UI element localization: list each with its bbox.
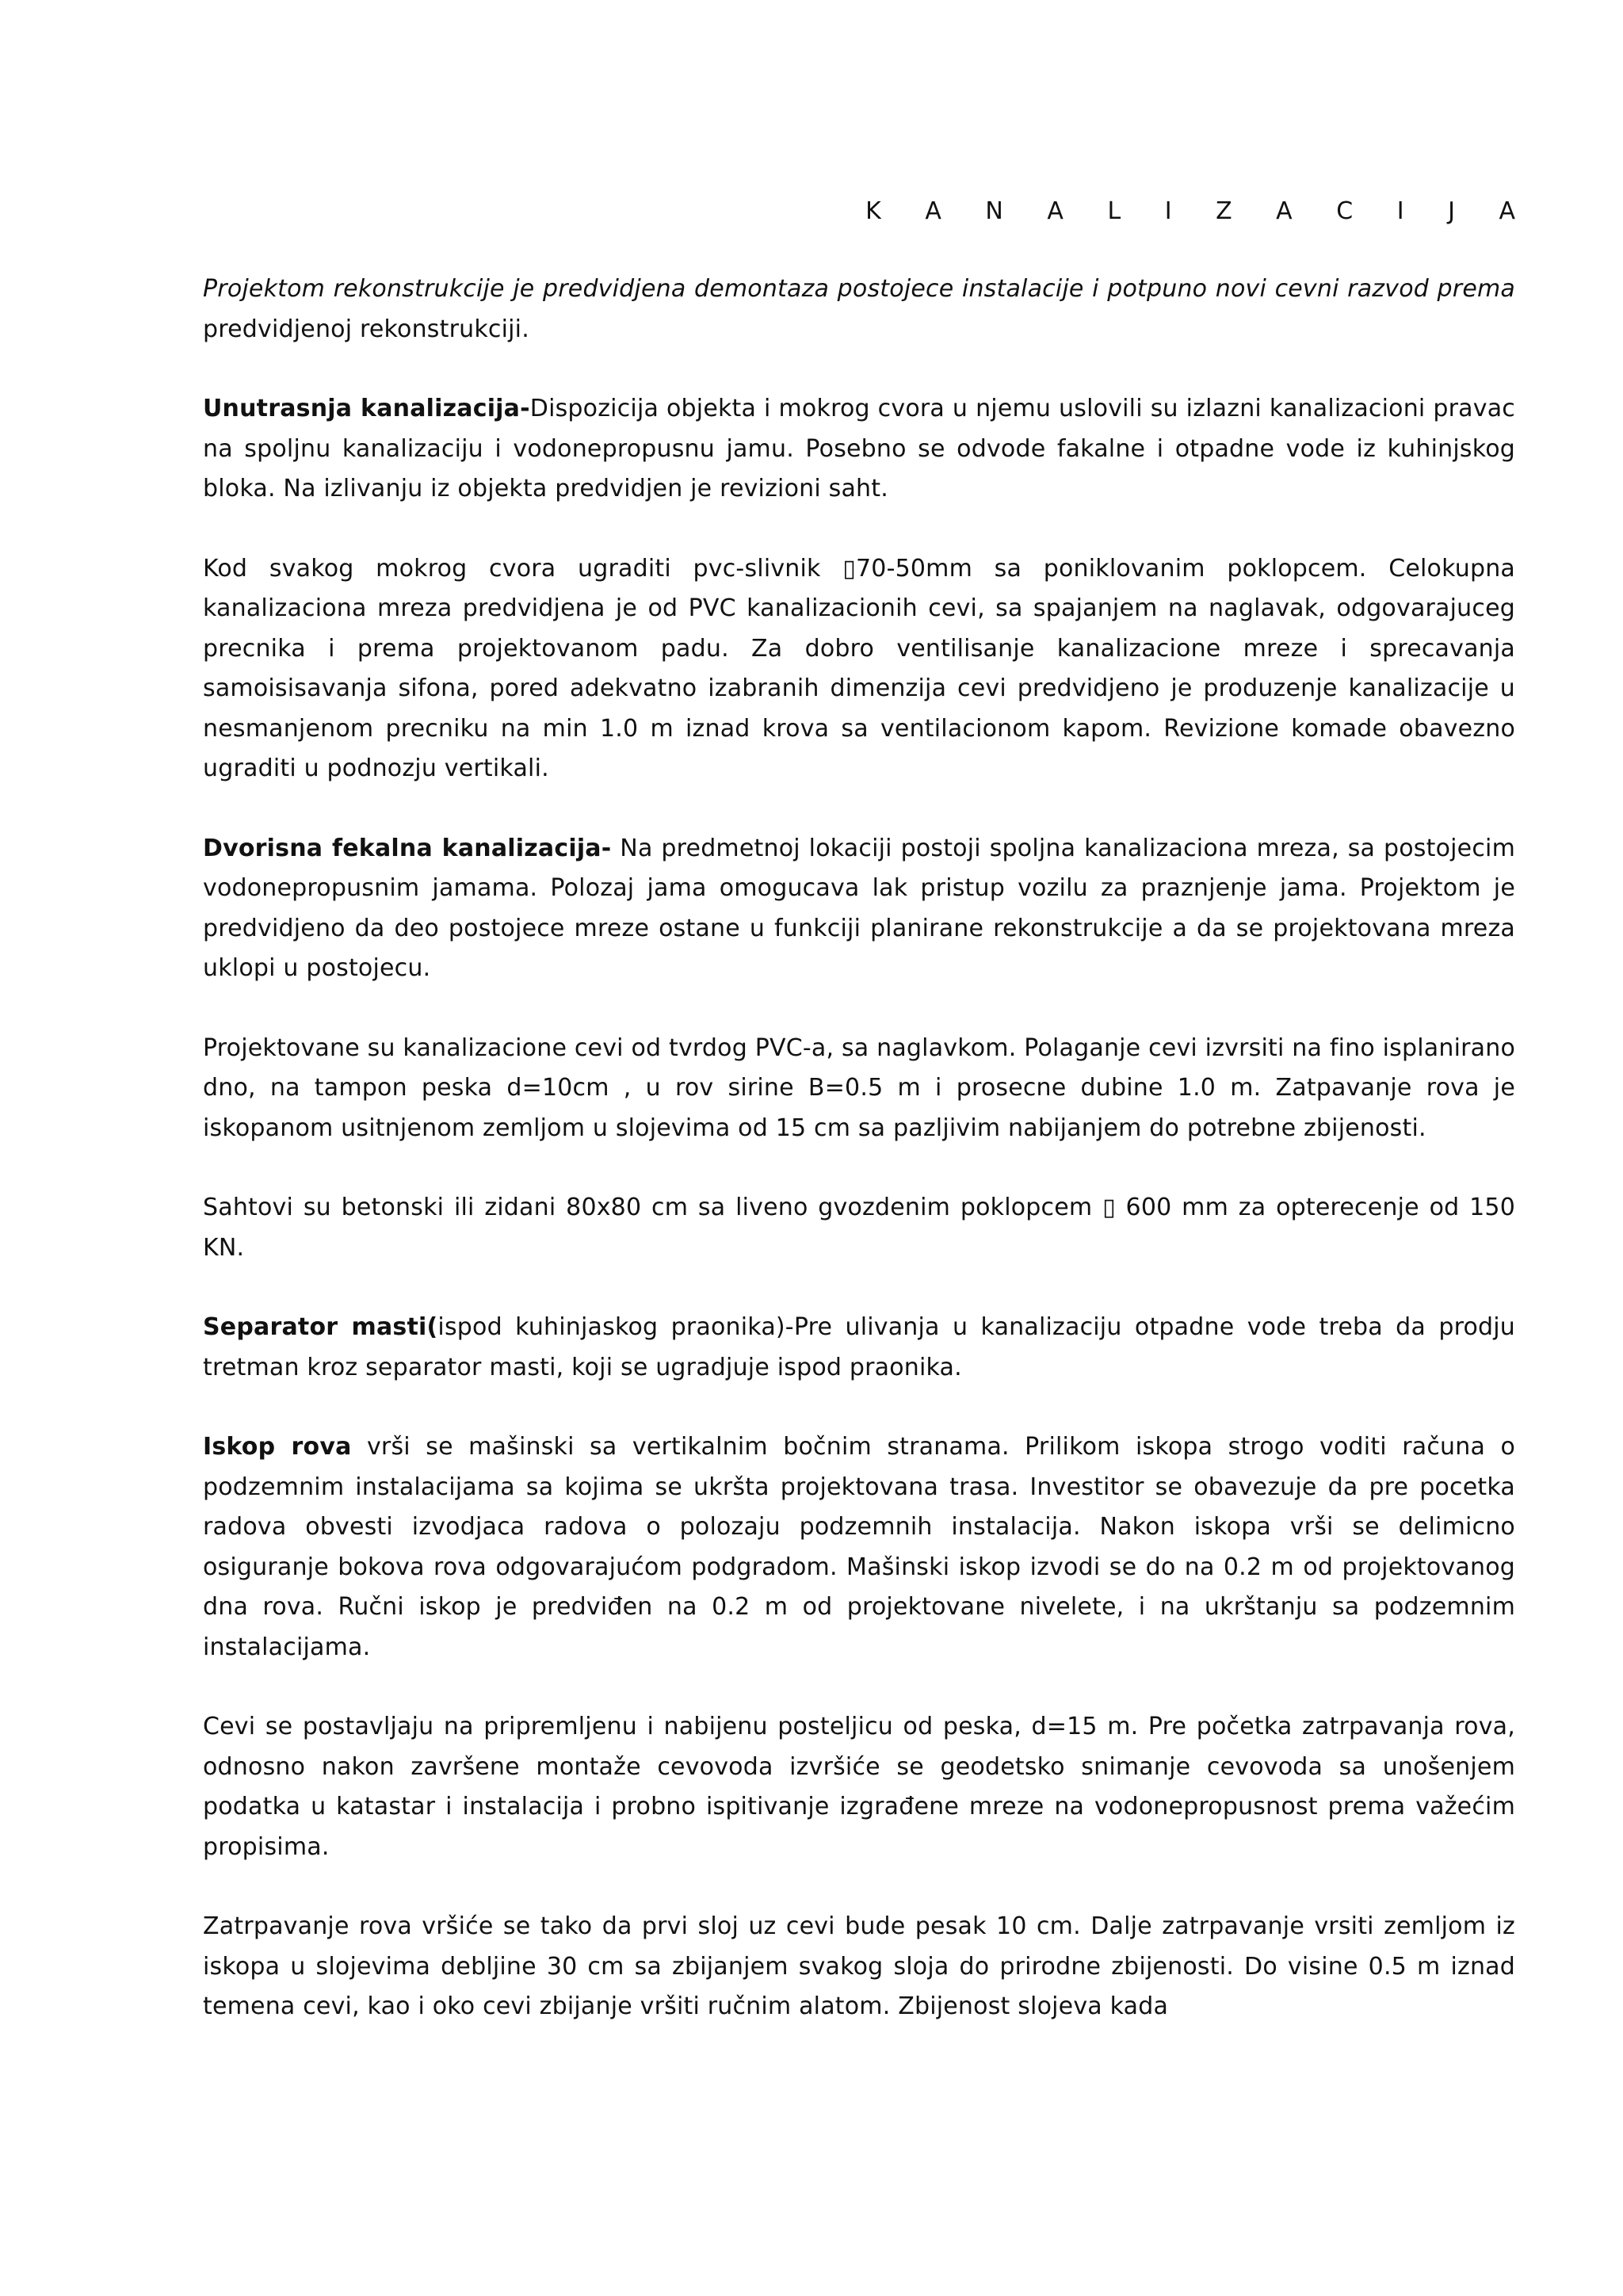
trench-excavation-paragraph: [203, 1427, 1515, 1668]
spacer: [203, 1268, 1515, 1308]
spacer: [203, 989, 1515, 1029]
spacer: [203, 1668, 1515, 1707]
pipes-paragraph: Projektovane su kanalizacione cevi od tvrdog PVC-a, sa naglavkom. Polaganje cevi izvrsiti na fino isplanirano dno, na tampon peska d=10cm , u rov sirine B=0.5 m i prosecne dubine 1.0 m. Zatpavanje rova je iskopanom usitnjenom zemljom u slojevima od 15 cm sa pazljivim nabijanjem do potrebne zbijenosti.: [203, 1033, 1515, 1142]
trench-excavation-heading: Iskop rova: [203, 1433, 352, 1461]
floor-drain-paragraph: Kod svakog mokrog cvora ugraditi pvc-slivnik ▯70-50mm sa poniklovanim poklopcem. Celokupna kanalizaciona mreza predvidjena je od PVC kanalizacionih cevi, sa spajanjem na naglavak, odgovarajuceg precnika i prema projektovanom padu. Za dobro ventilisanje kanalizacione mreze i sprecavanja samoisisavanja sifona, pored adekvatno izabranih dimenzija cevi predvidjeno je produzenje kanalizacije u nesmanjenom precniku na min 1.0 m iznad krova sa ventilacionom kapom. Revizione komade obavezno ugraditi u podnozju vertikali.: [203, 554, 1515, 782]
spacer: [203, 510, 1515, 549]
document-body: [203, 189, 1533, 2027]
internal-sewer-heading: Unutrasnja kanalizacija-: [203, 395, 530, 422]
spacer: [203, 235, 1515, 269]
grease-separator-paragraph: [203, 1308, 1515, 1388]
yard-sewer-heading: Dvorisna fekalna kanalizacija-: [203, 834, 612, 862]
spacer: [203, 1388, 1515, 1427]
internal-sewer-paragraph: [203, 389, 1515, 510]
intro-text: predvidjenoj rekonstrukciji.: [203, 315, 529, 343]
spacer: [203, 1867, 1515, 1907]
pipe-laying-paragraph: Cevi se postavljaju na pripremljenu i nabijenu posteljicu od peska, d=15 m. Pre početka zatrpavanja rova, odnosno nakon završene montaže cevovoda izvršiće se geodetsko snimanje cevovoda sa unošenjem podatka u katastar i instalacija i probno ispitivanje izgrađene mreze na vodonepropusnost prema važećim propisima.: [203, 1713, 1515, 1861]
spacer: [203, 350, 1515, 389]
grease-separator-heading: Separator masti(: [203, 1313, 438, 1341]
spacer: [203, 789, 1515, 829]
trench-excavation-text: vrši se mašinski sa vertikalnim bočnim stranama. Prilikom iskopa strogo voditi računa o podzemnim instalacijama sa kojima se ukršta projektovana trasa. Investitor se obavezuje da pre pocetka radova obvesti izvodjaca radova o polozaju podzemnih instalacija. Nakon iskopa vrši se delimicno osiguranje bokova rova odgovarajućom podgradom. Mašinski iskop izvodi se do na 0.2 m od projektovanog dna rova. Ručni iskop je predviđen na 0.2 m od projektovane nivelete, i na ukrštanju sa podzemnim instalacijama.: [203, 1433, 1515, 1661]
internal-sewer-text: Dispozicija objekta i mokrog cvora u njemu uslovili su izlazni kanalizacioni pravac na spoljnu kanalizaciju i vodonepropusnu jamu. Posebno se odvode fakalne i otpadne vode iz kuhinjskog bloka. Na izlivanju iz objekta predvidjen je revizioni saht.: [203, 395, 1515, 502]
yard-sewer-text: Na predmetnoj lokaciji postoji spoljna kanalizaciona mreza, sa postojecim vodonepropusnim jamama. Polozaj jama omogucava lak pristup vozilu za praznjenje jama. Projektom je predvidjeno da deo postojece mreze ostane u funkciji planirane rekonstrukcije a da se projektovana mreza uklopi u postojecu.: [203, 834, 1515, 982]
intro-italic-text: Projektom rekonstrukcije je predvidjena demontaza postojece instalacije i potpuno novi cevni razvod prema: [203, 275, 1515, 303]
yard-sewer-paragraph: [203, 829, 1515, 989]
document-title: K A N A L I Z A C I J A: [865, 197, 1533, 225]
manholes-paragraph: Sahtovi su betonski ili zidani 80x80 cm sa liveno gvozdenim poklopcem ▯ 600 mm za opterecenje od 150 KN.: [203, 1194, 1515, 1262]
backfill-paragraph: Zatrpavanje rova vršiće se tako da prvi sloj uz cevi bude pesak 10 cm. Dalje zatrpavanje vrsiti zemljom iz iskopa u slojevima debljine 30 cm sa zbijanjem svakog sloja do prirodne zbijenosti. Do visine 0.5 m iznad temena cevi, kao i oko cevi zbijanje vršiti ručnim alatom. Zbijenost slojeva kada: [203, 1912, 1515, 2020]
intro-paragraph: [203, 269, 1515, 350]
spacer: [203, 1148, 1515, 1188]
grease-separator-text: ispod kuhinjaskog praonika)-Pre ulivanja u kanalizaciju otpadne vode treba da prodju tretman kroz separator masti, koji se ugradjuje ispod praonika.: [203, 1313, 1515, 1381]
